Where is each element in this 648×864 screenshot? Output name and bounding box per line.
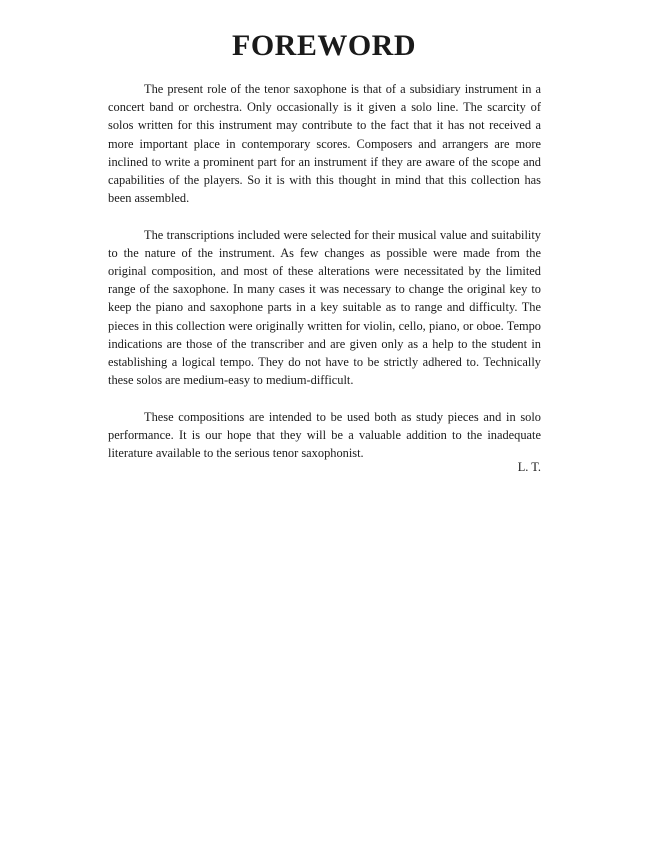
paragraph-3: These compositions are intended to be used both as study pieces and in solo performance. It is our hope that they will be a valuable addition to the inadequate literature available to the serious tenor saxophonist.: [108, 409, 541, 461]
paragraph-2: The transcriptions included were selected for their musical value and suitability to the nature of the instrument. As few changes as possible were made from the original composition, and most of these alterations were necessitated by the limited range of the saxophone. In many cases it was necessary to change the original key to keep the piano and saxophone parts in a key suitable as to range and difficulty. The pieces in this collection were originally written for violin, cello, piano, or oboe. Tempo indications are those of the transcriber and are given only as a help to the student in establishing a logical tempo. They do not have to be strictly adhered to. Technically these solos are medium-easy to medium-difficult.: [108, 227, 541, 388]
paragraph-1: The present role of the tenor saxophone is that of a subsidiary instrument in a concert band or orchestra. Only occasionally is it given a solo line. The scarcity of solos written for this instrument may contribute to the fact that it has not received a more important place in contemporary scores. Composers and arrangers are more inclined to write a prominent part for an instrument if they are aware of the scope and capabilities of the players. So it is with this thought in mind that this collection has been assembled.: [108, 82, 541, 206]
author-initials: L. T.: [517, 460, 541, 474]
foreword-body: [108, 80, 541, 480]
page-title: FOREWORD: [232, 29, 416, 62]
